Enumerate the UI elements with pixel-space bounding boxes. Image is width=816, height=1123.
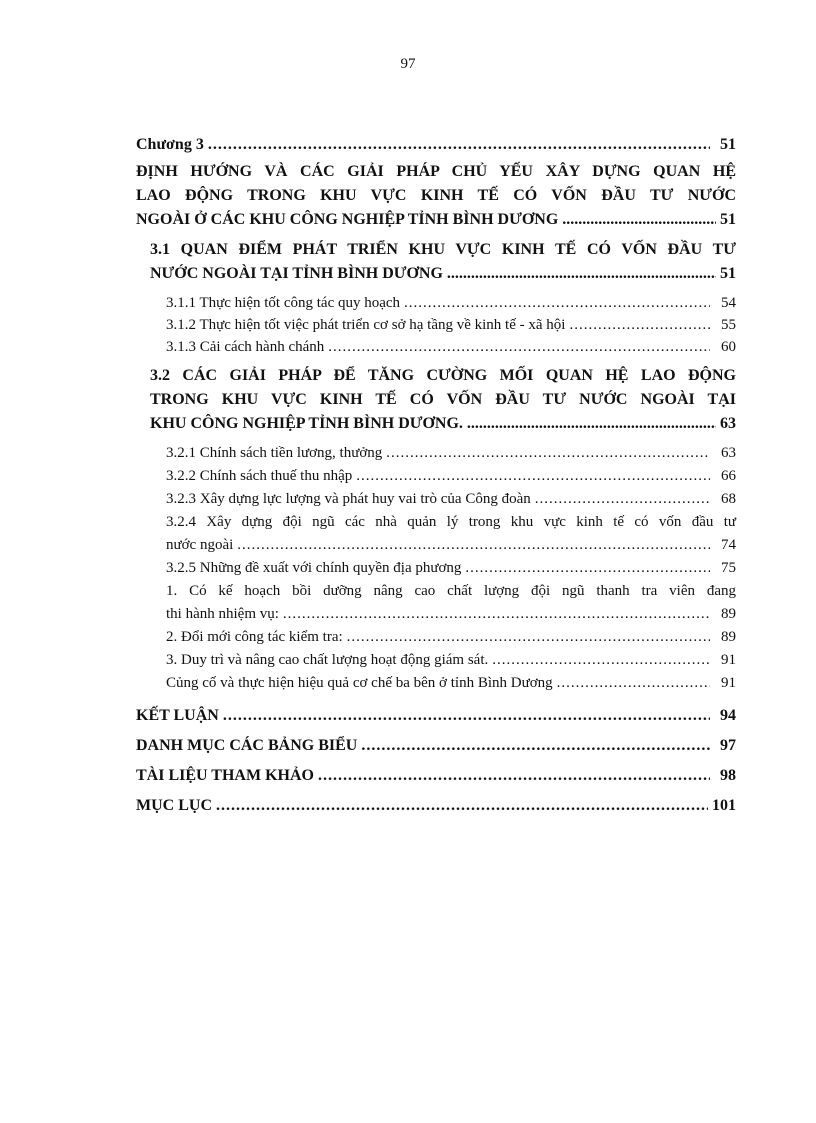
toc-danh-muc-bang-bieu[interactable]: [136, 731, 736, 761]
toc-entry-title: 3.1.1 Thực hiện tốt công tác quy hoạch: [166, 295, 401, 311]
toc-entry-page: 94: [720, 707, 736, 724]
dot-leader: [223, 701, 710, 731]
toc-entry-page: 66: [721, 468, 736, 484]
toc-item-3-2-3[interactable]: [166, 488, 736, 511]
dot-leader: [237, 534, 710, 557]
toc-entry-title: nước ngoài: [166, 537, 234, 553]
dot-leader: [283, 603, 710, 626]
dot-leader: [492, 649, 710, 672]
toc-chapter-heading[interactable]: [136, 160, 736, 232]
toc-entry-title: MỤC LỤC: [136, 797, 212, 814]
dot-leader: [404, 292, 710, 314]
heading-line: NƯỚC NGOÀI TẠI TỈNH BÌNH DƯƠNG: [150, 265, 443, 282]
toc-entry-title: Củng cố và thực hiện hiệu quả cơ chế ba bên ở tỉnh Bình Dương: [166, 675, 553, 691]
toc-muc-luc[interactable]: [136, 791, 736, 821]
toc-item-3-1-1[interactable]: [166, 292, 736, 314]
toc-entry-title: KẾT LUẬN: [136, 707, 219, 724]
dot-leader: [535, 488, 710, 511]
toc-entry-page: 51: [720, 136, 736, 153]
heading-last-line: [136, 208, 736, 232]
toc-entry-page: 91: [721, 675, 736, 691]
toc-item-1[interactable]: [166, 580, 736, 626]
toc-item-3-2-4[interactable]: [166, 511, 736, 557]
toc-item-2[interactable]: [166, 626, 736, 649]
toc-section-3-2[interactable]: [150, 364, 736, 436]
toc-entry-page: 98: [720, 767, 736, 784]
toc-entry-page: 74: [721, 537, 736, 553]
toc-entry-page: 63: [720, 415, 736, 432]
dot-leader: [216, 791, 708, 821]
dot-leader: [465, 557, 710, 580]
toc-entry-title: 1. Có kế hoạch bồi dưỡng nâng cao chất lượng đội ngũ thanh tra viên đang: [166, 583, 736, 599]
toc-entry-page: 68: [721, 491, 736, 507]
toc-entry-page: 55: [721, 317, 736, 333]
toc-item-3-1-3[interactable]: [166, 336, 736, 358]
page-number: 97: [400, 56, 416, 72]
toc-entry-title: 3.2.2 Chính sách thuế thu nhập: [166, 468, 353, 484]
toc-subsection-list-3-1: [166, 292, 736, 358]
dot-leader: [562, 208, 716, 232]
toc-entry-page: 54: [721, 295, 736, 311]
dot-leader: [467, 412, 716, 436]
dot-leader: [557, 672, 710, 695]
toc-end-sections: [136, 701, 736, 821]
toc-entry-page: 75: [721, 560, 736, 576]
toc-entry-title: TÀI LIỆU THAM KHẢO: [136, 767, 314, 784]
heading-line: KHU CÔNG NGHIỆP TỈNH BÌNH DƯƠNG.: [150, 415, 463, 432]
toc-entry-page: 51: [720, 211, 736, 228]
toc-entry-title: thi hành nhiệm vụ:: [166, 606, 279, 622]
toc-entry-title: 3.2.1 Chính sách tiền lương, thưởng: [166, 445, 383, 461]
heading-line: 3.1 QUAN ĐIỂM PHÁT TRIỂN KHU VỰC KINH TẾ CÓ VỐN ĐẦU TƯ: [150, 241, 736, 258]
dot-leader: [208, 133, 710, 157]
toc-entry-title: DANH MỤC CÁC BẢNG BIỂU: [136, 737, 358, 754]
toc-subsection-list-3-2: [166, 442, 736, 695]
dot-leader: [328, 336, 710, 358]
toc-section-3-1[interactable]: [150, 238, 736, 286]
toc-entry-continuation: [166, 534, 736, 557]
toc-entry-page: 97: [720, 737, 736, 754]
heading-last-line: [150, 262, 736, 286]
heading-line: 3.2 CÁC GIẢI PHÁP ĐỂ TĂNG CƯỜNG MỐI QUAN HỆ LAO ĐỘNG: [150, 367, 736, 384]
toc-entry-title: 2. Đổi mới công tác kiểm tra:: [166, 629, 343, 645]
toc-entry-page: 51: [720, 265, 736, 282]
toc-entry-page: 63: [721, 445, 736, 461]
table-of-contents: [136, 133, 736, 821]
toc-item-co-che-ba-ben[interactable]: [166, 672, 736, 695]
heading-line: LAO ĐỘNG TRONG KHU VỰC KINH TẾ CÓ VỐN ĐẦU TƯ NƯỚC: [136, 187, 736, 204]
toc-item-3[interactable]: [166, 649, 736, 672]
toc-entry-page: 89: [721, 629, 736, 645]
heading-line: TRONG KHU VỰC KINH TẾ CÓ VỐN ĐẦU TƯ NƯỚC NGOÀI TẠI: [150, 391, 736, 408]
toc-entry-title: 3.1.2 Thực hiện tốt việc phát triển cơ sở hạ tầng về kinh tế - xã hội: [166, 317, 566, 333]
toc-item-3-2-2[interactable]: [166, 465, 736, 488]
heading-line: NGOÀI Ở CÁC KHU CÔNG NGHIỆP TỈNH BÌNH DƯƠNG: [136, 211, 559, 228]
toc-entry-title: 3.1.3 Cải cách hành chánh: [166, 339, 325, 355]
dot-leader: [386, 442, 710, 465]
toc-chapter-3[interactable]: [136, 133, 736, 157]
heading-line: ĐỊNH HƯỚNG VÀ CÁC GIẢI PHÁP CHỦ YẾU XÂY DỰNG QUAN HỆ: [136, 163, 736, 180]
heading-last-line: [150, 412, 736, 436]
toc-item-3-1-2[interactable]: [166, 314, 736, 336]
toc-entry-title: 3.2.3 Xây dựng lực lượng và phát huy vai trò của Công đoàn: [166, 491, 531, 507]
dot-leader: [361, 731, 710, 761]
toc-entry-title: 3. Duy trì và nâng cao chất lượng hoạt động giám sát.: [166, 652, 489, 668]
toc-entry-page: 101: [712, 797, 736, 814]
toc-entry-page: 89: [721, 606, 736, 622]
toc-item-3-2-5[interactable]: [166, 557, 736, 580]
toc-entry-title: 3.2.4 Xây dựng đội ngũ các nhà quản lý trong khu vực kinh tế có vốn đầu tư: [166, 514, 736, 530]
toc-entry-page: 60: [721, 339, 736, 355]
toc-entry-continuation: [166, 603, 736, 626]
dot-leader: [447, 262, 716, 286]
dot-leader: [356, 465, 710, 488]
toc-item-3-2-1[interactable]: [166, 442, 736, 465]
toc-tai-lieu-tham-khao[interactable]: [136, 761, 736, 791]
toc-entry-page: 91: [721, 652, 736, 668]
toc-entry-title: Chương 3: [136, 136, 204, 153]
toc-entry-title: 3.2.5 Những đề xuất với chính quyền địa phương: [166, 560, 462, 576]
toc-ket-luan[interactable]: [136, 701, 736, 731]
dot-leader: [318, 761, 710, 791]
dot-leader: [347, 626, 710, 649]
dot-leader: [569, 314, 710, 336]
